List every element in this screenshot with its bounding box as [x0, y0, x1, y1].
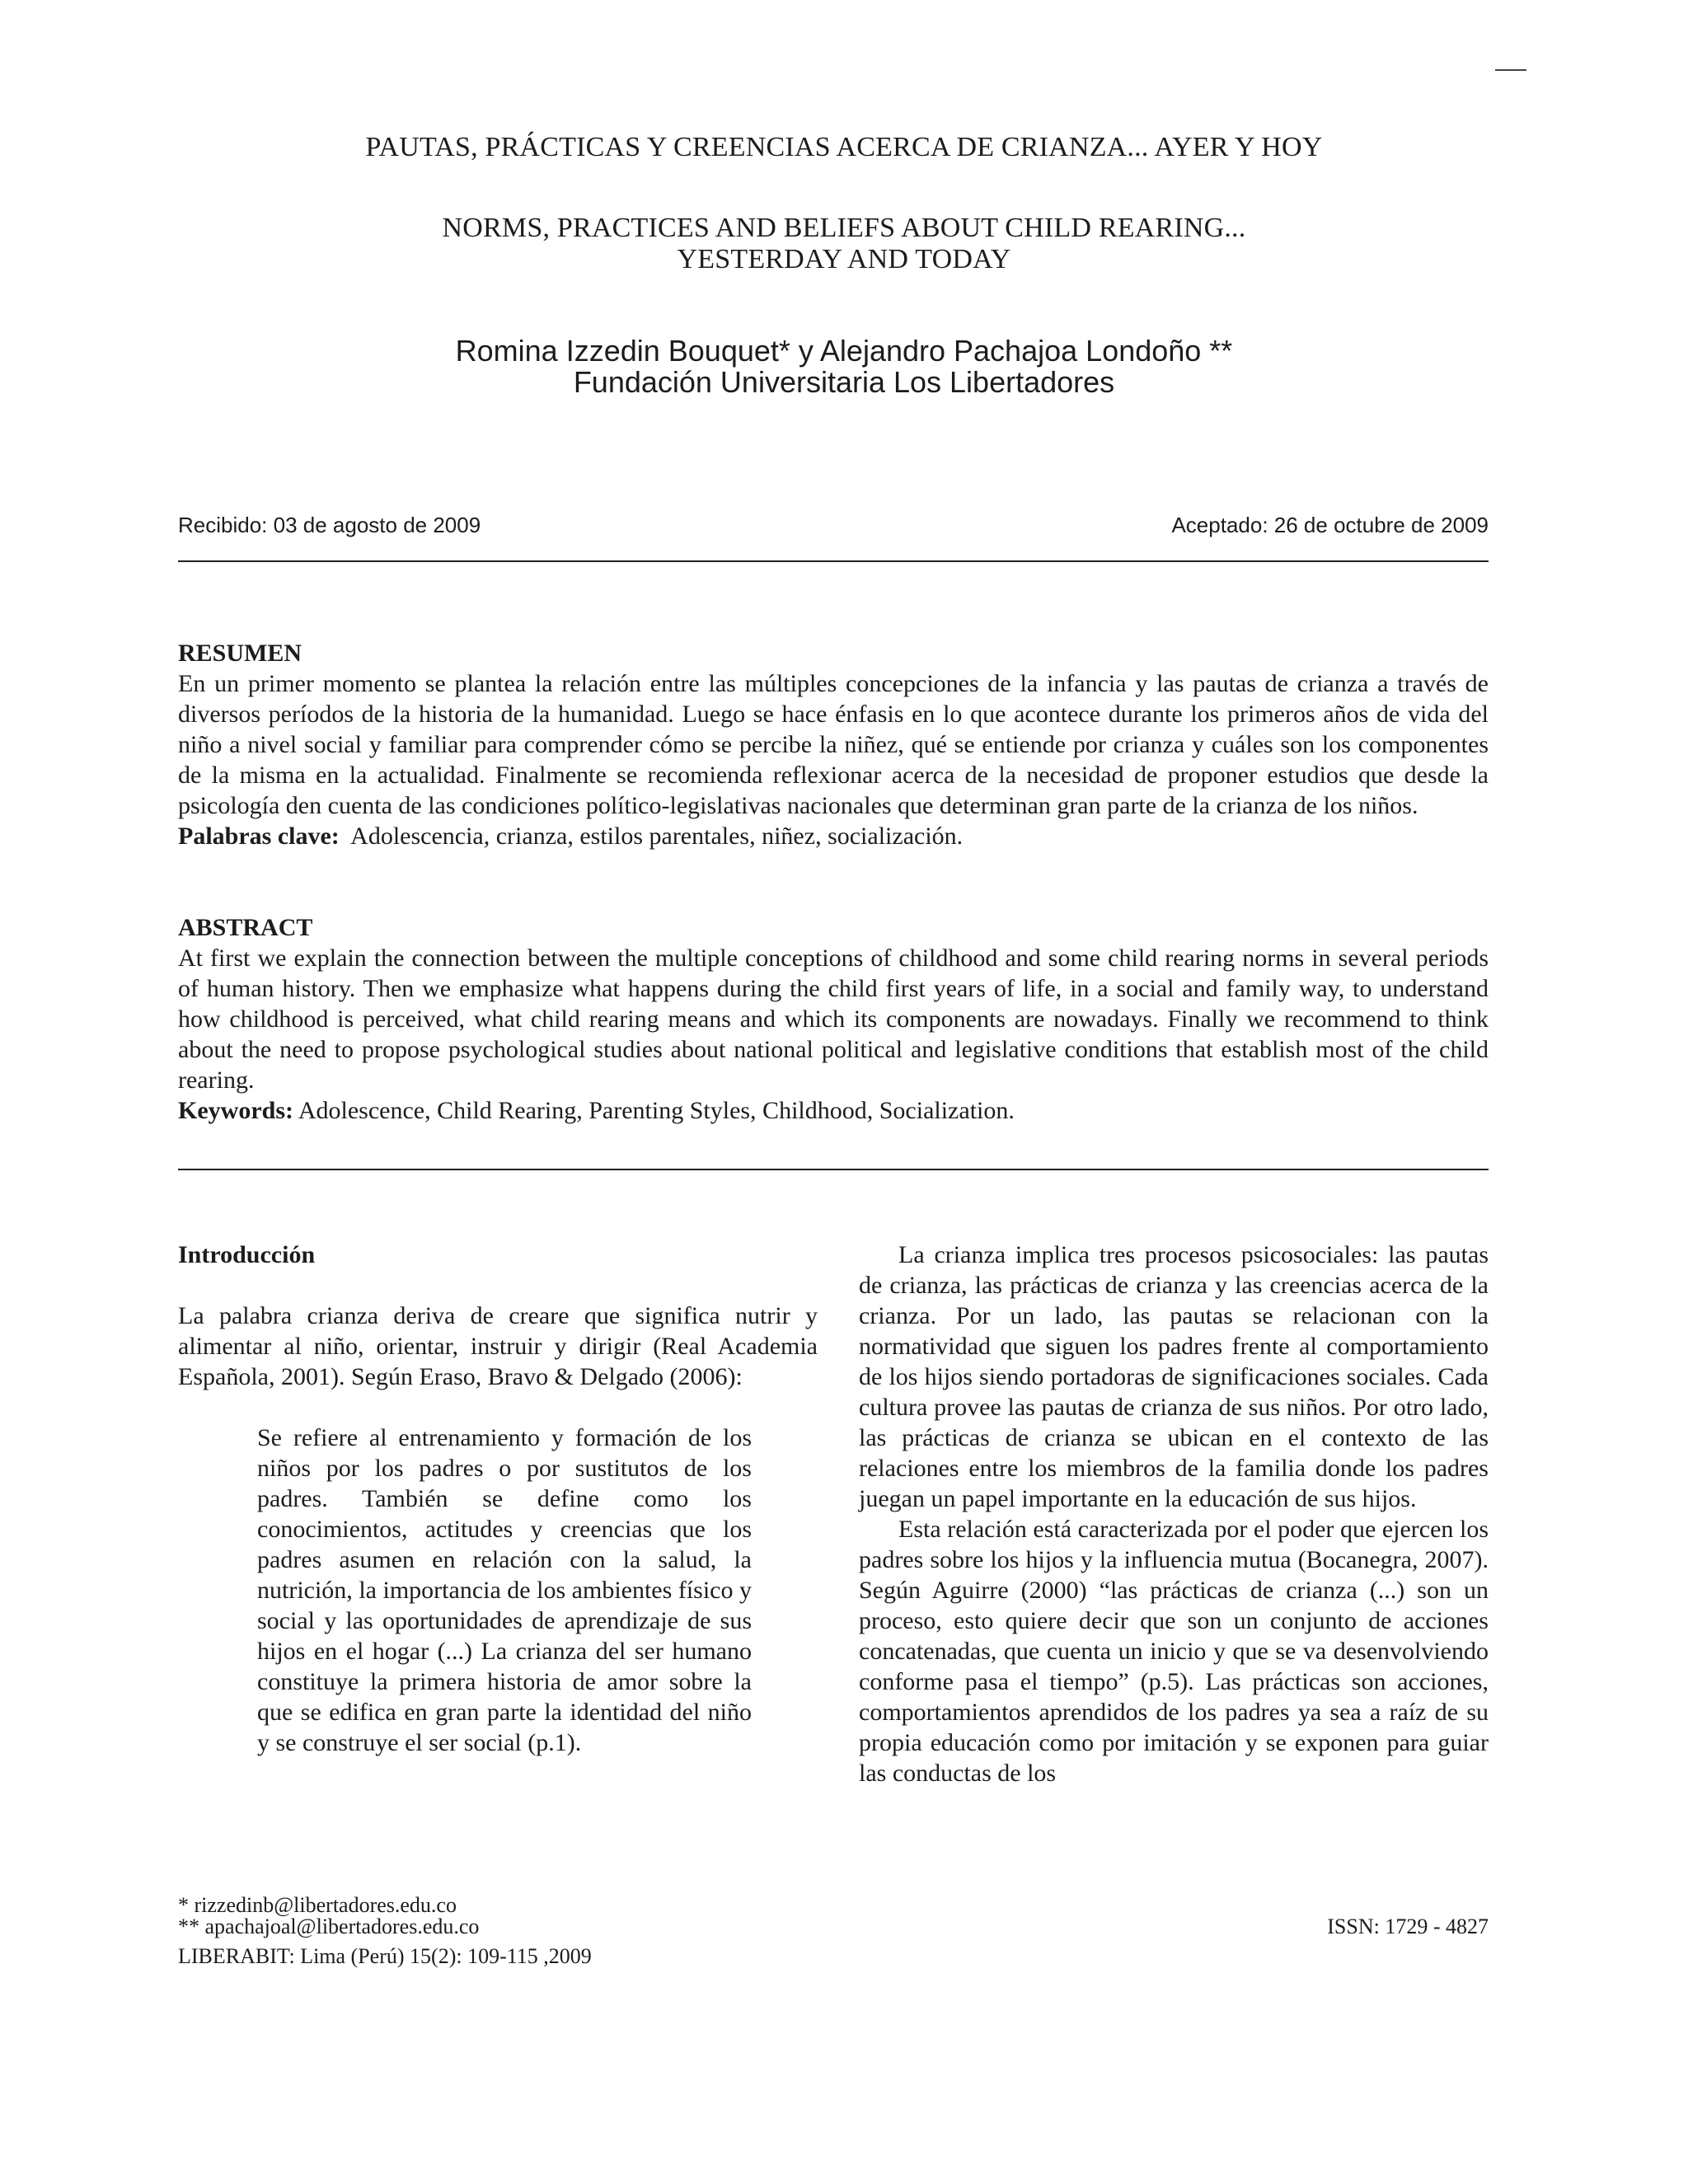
- resumen-section: [178, 638, 1489, 851]
- corner-mark: [1495, 69, 1526, 71]
- abstract-body: At first we explain the connection between the multiple conceptions of childhood and some child rearing norms in several periods of human history. Then we emphasize what happens during the child first years of life, in a social and family way, to understand how childhood is perceived, what child rearing means and which its components are nowadays. Finally we recommend to think about the need to propose psychological studies about national political and legislative conditions that establish most of the child rearing.: [178, 944, 1489, 1094]
- affiliation: Fundación Universitaria Los Libertadores: [573, 365, 1115, 399]
- right-paragraph-1: La crianza implica tres procesos psicosociales: las pautas de crianza, las prácticas de crianza y las creencias acerca de la crianza. Por un lado, las pautas se relacionan con la normatividad que siguen los padres frente al comportamiento de los hijos siendo portadoras de significaciones sociales. Cada cultura provee las pautas de crianza de sus niños. Por otro lado, las prácticas de crianza se ubican en el contexto de las relaciones entre los miembros de la familia donde los padres juegan un papel importante en la educación de sus hijos.: [859, 1241, 1489, 1512]
- left-column: [178, 1240, 818, 1758]
- journal-citation: LIBERABIT: Lima (Perú) 15(2): 109-115 ,2009: [178, 1944, 592, 1968]
- issn: ISSN: 1729 - 4827: [1327, 1915, 1489, 1938]
- authors: Romina Izzedin Bouquet* y Alejandro Pachajoa Londoño **: [455, 334, 1233, 368]
- right-paragraph-2: Esta relación está caracterizada por el poder que ejercen los padres sobre los hijos y la influencia mutua (Bocanegra, 2007). Según Aguirre (2000) “las prácticas de crianza (...) son un proceso, esto quiere decir que son un conjunto de acciones concatenadas, que cuenta un inicio y que se va desenvolviendo conforme pasa el tiempo” (p.5). Las prácticas son acciones, comportamientos aprendidos de los padres ya sea a raíz de su propia educación como por imitación y se exponen para guiar las conductas de los: [859, 1516, 1489, 1787]
- resumen-heading: RESUMEN: [178, 640, 302, 667]
- right-column: [859, 1240, 1489, 1788]
- footnote-email-2: ** apachajoal@libertadores.edu.co: [178, 1915, 480, 1938]
- bottom-divider: [178, 1169, 1489, 1170]
- abstract-heading: ABSTRACT: [178, 914, 313, 941]
- introduction-paragraph: La palabra crianza deriva de creare que significa nutrir y alimentar al niño, orientar, instruir y dirigir (Real Academia Española, 2001). Según Eraso, Bravo & Delgado (2006):: [178, 1302, 818, 1390]
- accepted-date: Aceptado: 26 de octubre de 2009: [1171, 513, 1489, 537]
- abstract-section: [178, 912, 1489, 1126]
- title-spanish: PAUTAS, PRÁCTICAS Y CREENCIAS ACERCA DE CRIANZA... AYER Y HOY: [365, 132, 1323, 162]
- received-date: Recibido: 03 de agosto de 2009: [178, 513, 481, 537]
- footnote-email-1: * rizzedinb@libertadores.edu.co: [178, 1893, 457, 1917]
- title-english-line2: YESTERDAY AND TODAY: [677, 244, 1011, 274]
- resumen-body: En un primer momento se plantea la relación entre las múltiples concepciones de la infancia y las pautas de crianza a través de diversos períodos de la historia de la humanidad. Luego se hace énfasis en lo que acontece durante los primeros años de vida del niño a nivel social y familiar para comprender cómo se percibe la niñez, qué se entiende por crianza y cuáles son los componentes de la misma en la actualidad. Finalmente se recomienda reflexionar acerca de la necesidad de proponer estudios que desde la psicología den cuenta de las condiciones político-legislativas nacionales que determinan gran parte de la crianza de los niños.: [178, 670, 1489, 819]
- abstract-keywords-text: Adolescence, Child Rearing, Parenting Styles, Childhood, Socialization.: [298, 1097, 1015, 1124]
- resumen-keywords-label: Palabras clave:: [178, 823, 340, 850]
- abstract-keywords: [178, 1095, 1489, 1126]
- title-english-line1: NORMS, PRACTICES AND BELIEFS ABOUT CHILD REARING...: [442, 213, 1246, 243]
- block-quote: Se refiere al entrenamiento y formación de los niños por los padres o por sustitutos de los padres. También se define como los conocimientos, actitudes y creencias que los padres asumen en relación con la salud, la nutrición, la importancia de los ambientes físico y social y las oportunidades de aprendizaje de sus hijos en el hogar (...) La crianza del ser humano constituye la primera historia de amor sobre la que se edifica en gran parte la identidad del niño y se construye el ser social (p.1).: [257, 1424, 752, 1756]
- top-divider: [178, 560, 1489, 562]
- resumen-keywords: [178, 821, 1489, 851]
- resumen-keywords-text: Adolescencia, crianza, estilos parentales, niñez, socialización.: [350, 823, 964, 850]
- abstract-keywords-label: Keywords:: [178, 1097, 293, 1124]
- introduction-heading: Introducción: [178, 1241, 316, 1268]
